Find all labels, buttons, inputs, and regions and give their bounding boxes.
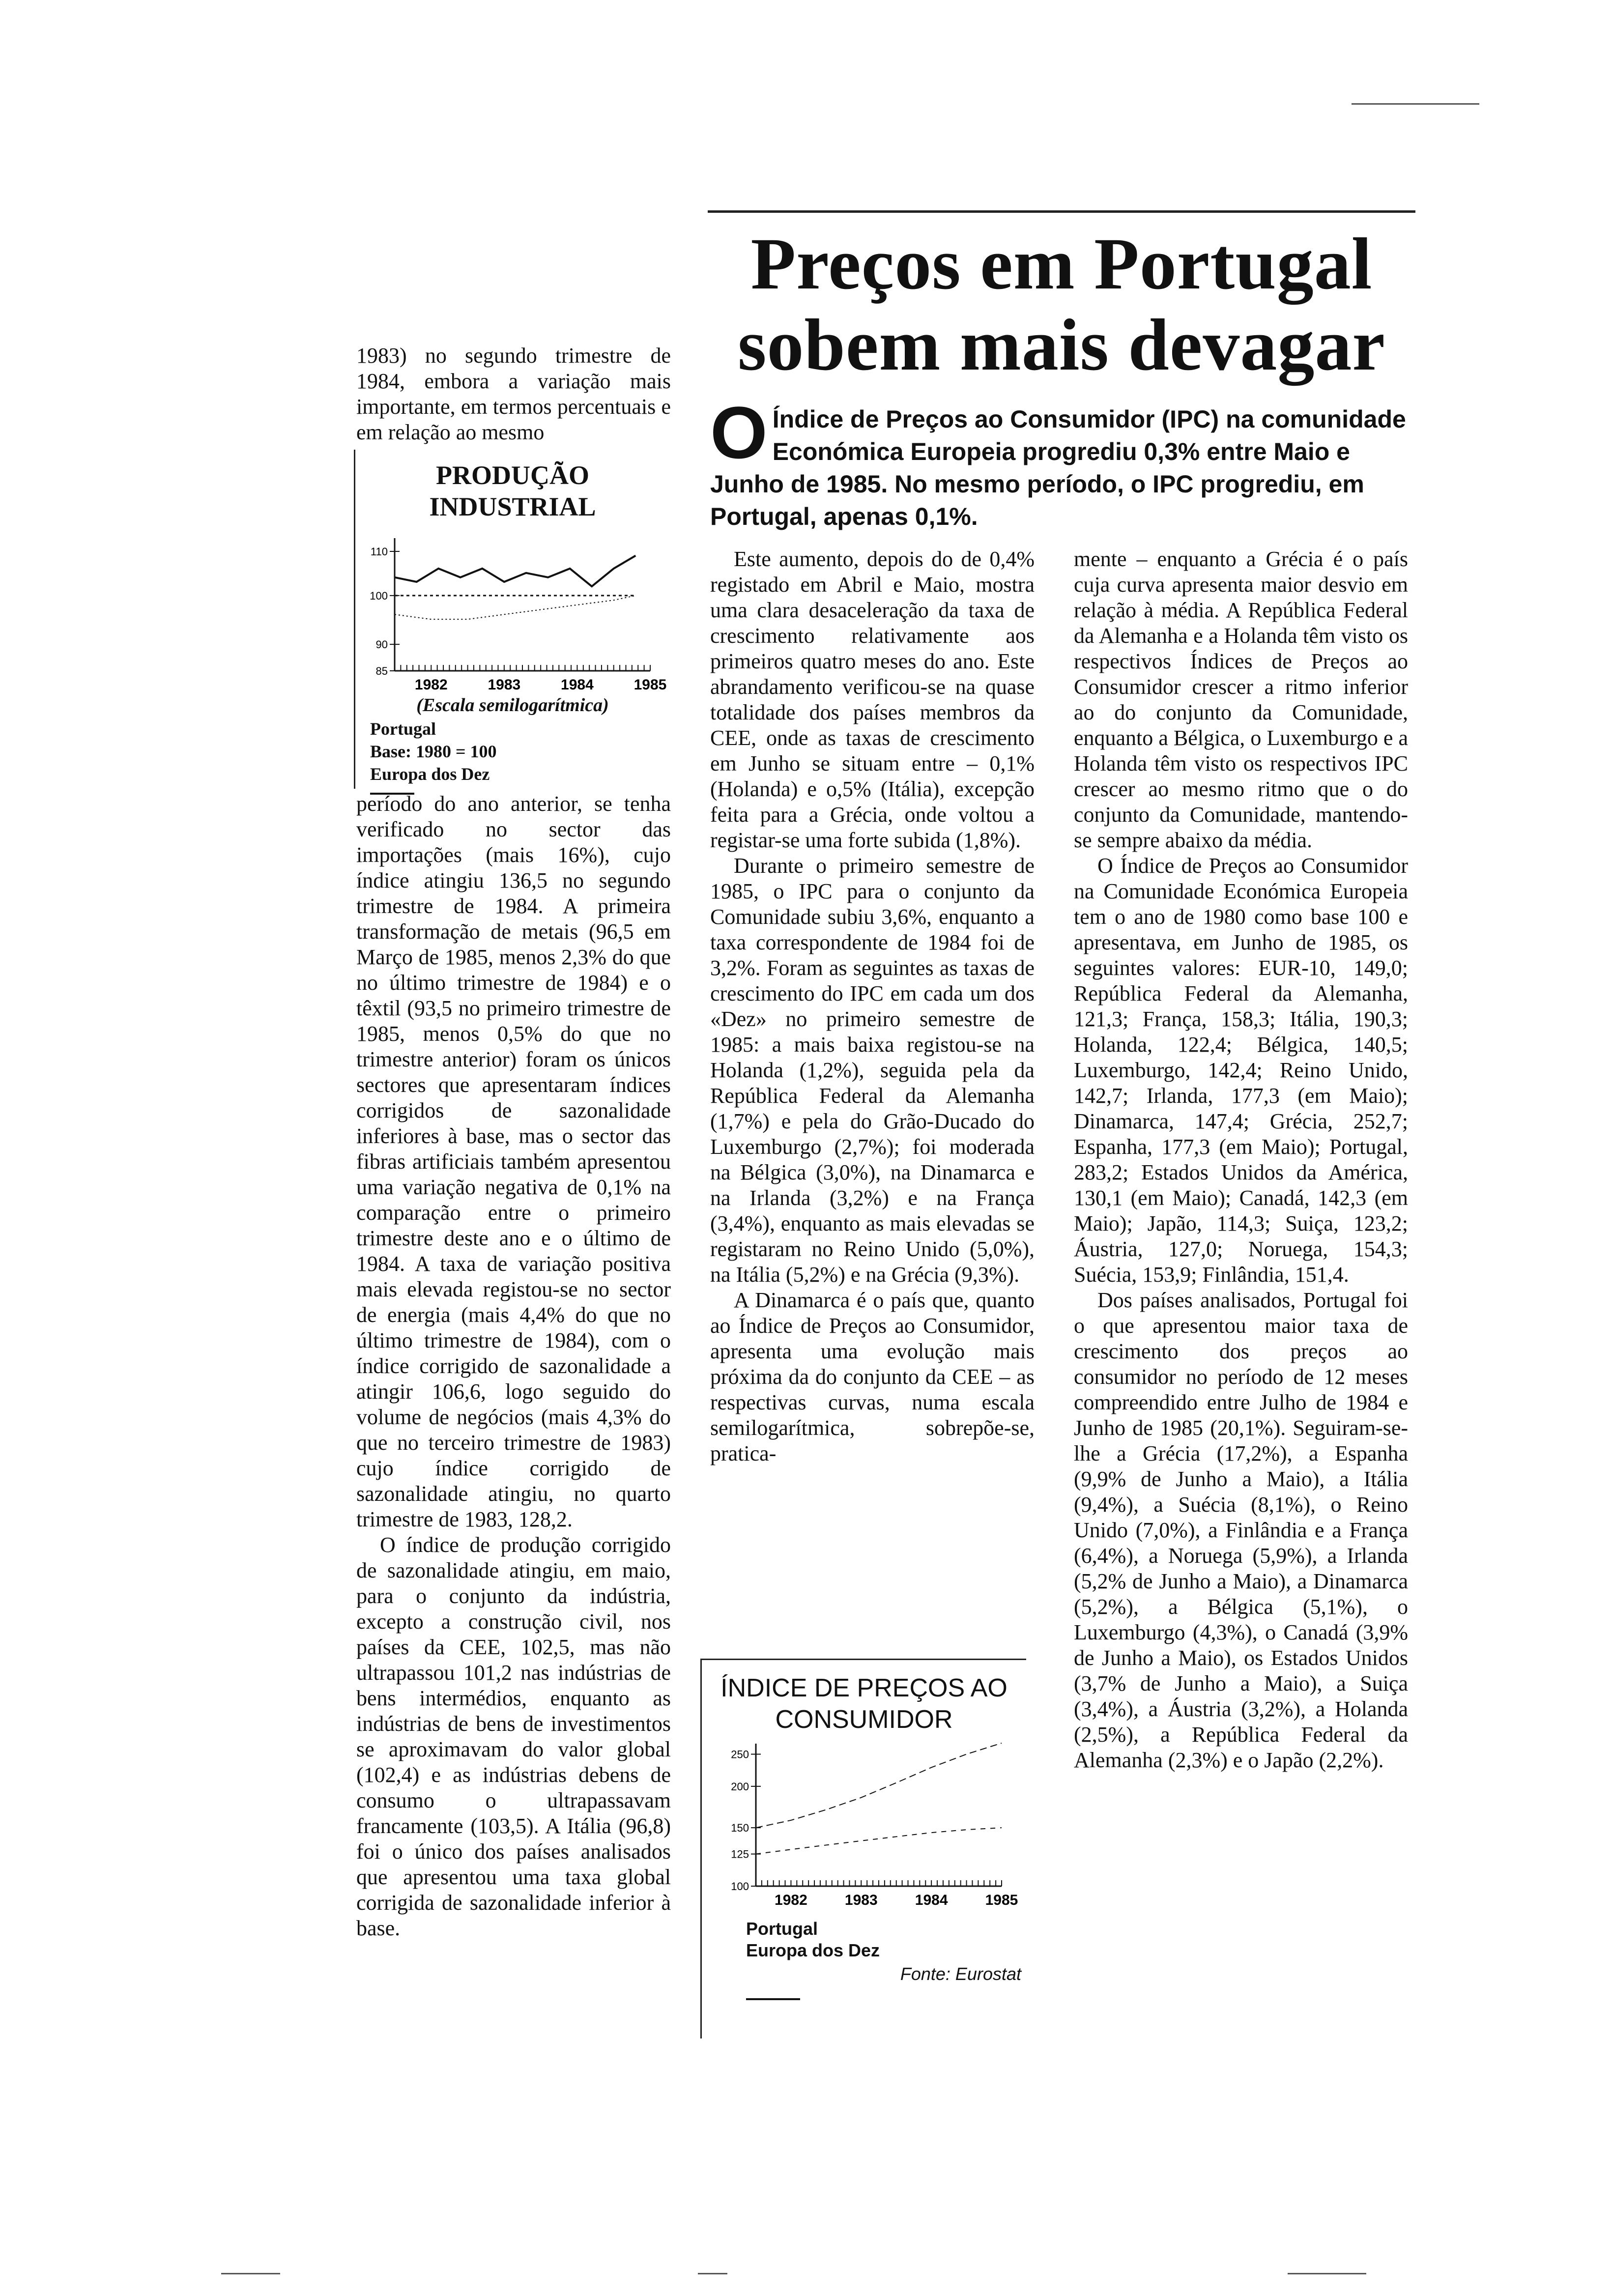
column-1-top <box>356 343 671 445</box>
chart2-y-tick-label: 125 <box>731 1848 749 1861</box>
scan-mark <box>1288 2273 1366 2274</box>
column-1 <box>356 791 671 1941</box>
chart2-legend <box>746 1918 880 1961</box>
col1-paragraph: O índice de produção corrigido de sazonalidade atingiu, em maio, para o conjunto da indústria, excepto a construção civil, nos países da CEE, 102,5, mas não ultrapassou 101,2 nas indústrias de bens intermédios, enquanto as indústrias de bens de investimentos se aproximavam do valor global (102,4) e as indústrias debens de consumo o ultrapassavam francamente (103,5). A Itália (96,8) foi o único dos países analisados que apresentou uma taxa global corrigida de sazonalidade inferior à base. <box>356 1533 671 1940</box>
headline-line-1: Preços em Portugal <box>750 223 1373 305</box>
chart2-legend-item-portugal <box>746 1918 880 1940</box>
chart1-x-tick-label: 1985 <box>633 677 667 690</box>
col3-paragraph: O Índice de Preços ao Consumidor na Comunidade Económica Europeia tem o ano de 1980 como base 100 e apresentava, em Junho de 1985, os seguintes valores: EUR-10, 149,0; República Federal da Alemanha, 121,3; França, 158,3; Itália, 190,3; Holanda, 122,4; Bélgica, 140,5; Luxemburgo, 142,4; Reino Unido, 142,7; Irlanda, 177,3 (em Maio); Dinamarca, 147,4; Grécia, 252,7; Espanha, 177,3 (em Maio); Portugal, 283,2; Estados Unidos da América, 130,1 (em Maio); Canadá, 142,3 (em Maio); Japão, 114,3; Suiça, 123,2; Áustria, 127,0; Noruega, 154,3; Suécia, 153,9; Finlândia, 151,4. <box>1074 854 1408 1287</box>
chart2-x-tick-label: 1984 <box>915 1892 948 1908</box>
chart2-legend-label: Europa dos Dez <box>746 1940 880 1960</box>
chart1-y-tick-label: 110 <box>370 545 388 558</box>
chart1-y-tick-label: 90 <box>375 638 388 651</box>
col3-paragraph: mente – enquanto a Grécia é o país cuja curva apresenta maior desvio em relação à média. A República Federal da Alemanha e a Holanda têm visto os respectivos Índices de Preços ao Consumidor crescer a ritmo inferior ao do conjunto da Comunidade, enquanto a Bélgica, o Luxemburgo e a Holanda têm visto os respectivos IPC crescer ao mesmo ritmo que o do conjunto da Comunidade, mantendo-se sempre abaixo da média. <box>1074 547 1408 852</box>
col2-paragraph: A Dinamarca é o país que, quanto ao Índice de Preços ao Consumidor, apresenta uma evolução mais próxima da do conjunto da CEE – as respectivas curvas, numa escala semilogarítmica, sobrepõe-se, pratica- <box>710 1288 1035 1465</box>
chart2-y-tick-label: 150 <box>731 1822 749 1835</box>
chart1-legend <box>370 718 497 785</box>
chart2-title <box>702 1672 1026 1735</box>
chart1-legend-label: Base: 1980 = 100 <box>370 742 497 761</box>
chart1-subtitle: (Escala semilogarítmica) <box>416 695 609 716</box>
chart2-x-tick-label: 1985 <box>985 1892 1018 1908</box>
chart1-x-tick-label: 1982 <box>414 677 448 690</box>
headline-line-2: sobem mais devagar <box>738 304 1385 386</box>
chart2-x-tick-label: 1982 <box>775 1892 807 1908</box>
chart2-source: Fonte: Eurostat <box>900 1964 1021 1984</box>
lead-paragraph <box>710 391 1408 533</box>
col2-paragraph: Durante o primeiro semestre de 1985, o IPC para o conjunto da Comunidade subiu 3,6%, enquanto a taxa correspondente de 1984 foi de 3,2%. Foram as seguintes as taxas de crescimento do IPC em cada um dos «Dez» no primeiro semestre de 1985: a mais baixa registou-se na Holanda (1,2%), seguida pela da República Federal da Alemanha (1,7%) e pela do Grão-Ducado do Luxemburgo (2,7%); foi moderada na Bélgica (3,0%), na Dinamarca e na Irlanda (3,2%) e na França (3,4%), enquanto as mais elevadas se registaram no Reino Unido (5,0%), na Itália (5,2%) e na Grécia (9,3%). <box>710 854 1035 1287</box>
column-3 <box>1074 546 1408 1773</box>
chart-producao-industrial <box>354 450 670 789</box>
chart1-series-line <box>395 596 635 619</box>
chart2-legend-label: Portugal <box>746 1919 818 1939</box>
chart1-title: PRODUÇÃO INDUSTRIAL <box>429 460 596 521</box>
chart1-x-tick-label: 1984 <box>561 677 594 690</box>
col1-top-paragraph: 1983) no segundo trimestre de 1984, embora a variação mais importante, em termos percentuais e em relação ao mesmo <box>356 344 671 444</box>
chart2-x-tick-label: 1983 <box>844 1892 878 1908</box>
chart1-legend-label: Europa dos Dez <box>370 764 490 784</box>
column-2 <box>710 546 1035 1466</box>
chart1-y-tick-label: 100 <box>370 589 388 602</box>
scan-mark <box>221 2273 280 2274</box>
chart2-plot <box>702 1739 1026 1916</box>
chart1-series-line <box>395 556 635 587</box>
col1-paragraph: período do ano anterior, se tenha verificado no sector das importações (mais 16%), cujo índice atingiu 136,5 no segundo trimestre de 1984. A primeira transformação de metais (96,5 em Março de 1985, menos 2,3% do que no último trimestre de 1984) e o têxtil (93,5 no primeiro trimestre de 1985, menos 0,5% do que no trimestre anterior) foram os únicos sectores que apresentaram índices corrigidos de sazonalidade inferiores à base, mas o sector das fibras artificiais também apresentou uma variação negativa de 0,1% na comparação entre o primeiro trimestre deste ano e o último de 1984. A taxa de variação positiva mais elevada registou-se no sector de energia (mais 4,4% do que no último trimestre de 1984), com o índice corrigido de sazonalidade a atingir 106,6, logo seguido do volume de negócios (mais 4,3% do que no terceiro trimestre de 1983) cujo índice corrigido de sazonalidade atingiu, no quarto trimestre de 1983, 128,2. <box>356 792 671 1531</box>
scan-mark <box>1352 103 1479 105</box>
chart1-plot <box>355 523 670 690</box>
chart2-series-line <box>756 1828 1002 1854</box>
col3-paragraph: Dos países analisados, Portugal foi o que apresentou maior taxa de crescimento dos preços ao consumidor no período de 12 meses compreendido entre Julho de 1984 e Junho de 1985 (20,1%). Seguiram-se-lhe a Grécia (17,2%), a Espanha (9,9% de Junho a Maio), a Itália (9,4%), a Suécia (8,1%), o Reino Unido (7,0%), a Finlândia e a França (6,4%), a Noruega (5,9%), a Irlanda (5,2% de Junho a Maio), a Dinamarca (5,2%), a Bélgica (5,1%), o Luxemburgo (4,3%), o Canadá (3,9% de Junho a Maio), os Estados Unidos (3,7% de Junho a Maio), a Suiça (3,4%), a Áustria (3,2%), a Holanda (2,5%), a República Federal da Alemanha (2,3%) e o Japão (2,2%). <box>1074 1288 1408 1772</box>
chart1-legend-item-europa <box>370 763 497 785</box>
chart2-y-tick-label: 250 <box>731 1748 749 1761</box>
chart2-title-text: ÍNDICE DE PREÇOS AO CONSUMIDOR <box>720 1674 1008 1734</box>
headline <box>708 224 1415 386</box>
chart2-legend-item-europa <box>746 1940 880 1961</box>
chart2-y-tick-label: 200 <box>731 1780 749 1793</box>
chart2-y-tick-label: 100 <box>731 1880 749 1893</box>
chart1-x-tick-label: 1983 <box>488 677 521 690</box>
chart1-y-tick-label: 85 <box>375 665 388 677</box>
scan-mark <box>698 2273 727 2274</box>
chart-indice-precos <box>700 1659 1026 2038</box>
col2-paragraph: Este aumento, depois do de 0,4% registado em Abril e Maio, mostra uma clara desaceleração da taxa de crescimento relativamente aos primeiros quatro meses do ano. Este abrandamento verificou-se na quase totalidade dos países membros da CEE, onde as taxas de crescimento em Junho se situam entre – 0,1% (Holanda) e o,5% (Itália), excepção feita para a Grécia, onde voltou a registar-se uma forte subida (1,8%). <box>710 547 1035 852</box>
headline-rule <box>708 210 1415 213</box>
chart2-series-line <box>756 1743 1002 1828</box>
lead-text: Índice de Preços ao Consumidor (IPC) na comunidade Económica Europeia progrediu 0,3% entre Maio e Junho de 1985. No mesmo período, o IPC progrediu, em Portugal, apenas 0,1%. <box>710 405 1406 530</box>
chart1-legend-item-portugal <box>370 718 497 740</box>
chart1-legend-label: Portugal <box>370 719 436 739</box>
chart1-legend-item-base <box>370 740 497 763</box>
lead-dropcap: O <box>710 391 768 474</box>
